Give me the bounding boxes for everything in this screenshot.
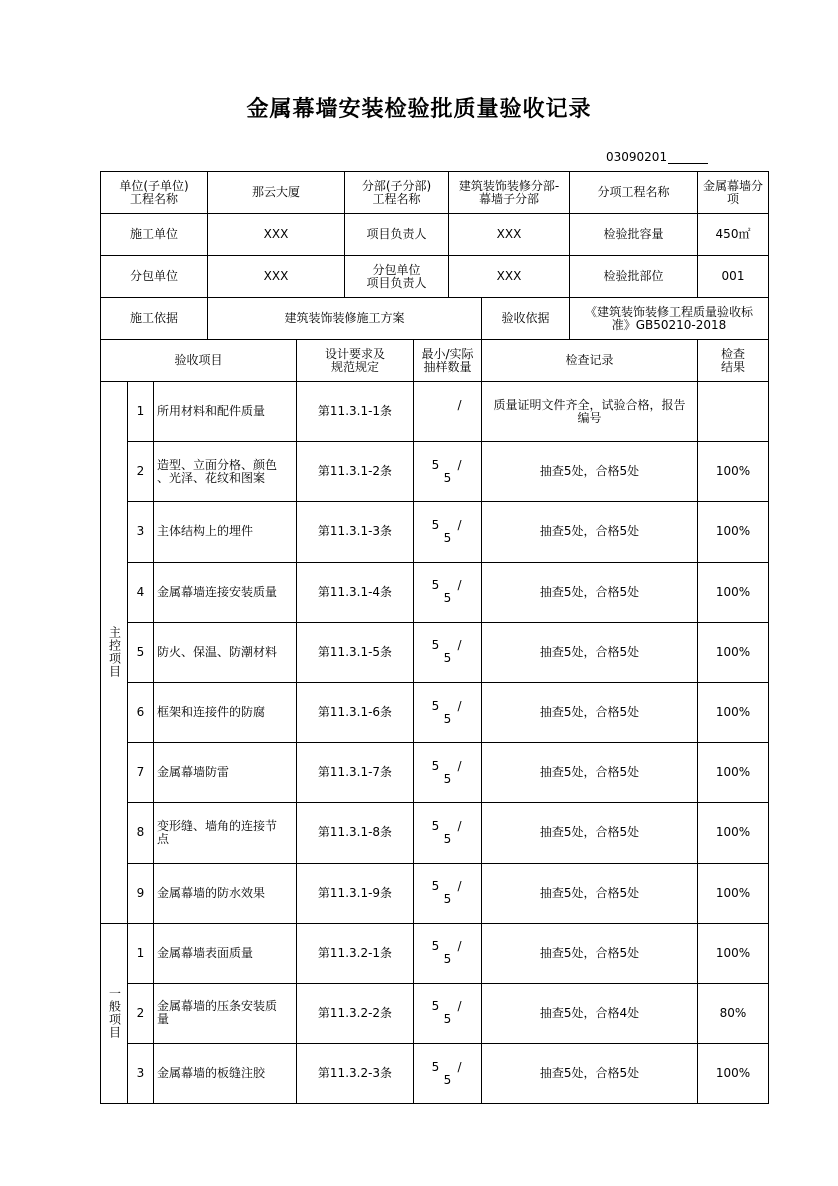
batch-capacity-value: 450㎡ — [698, 214, 769, 256]
subitem-name-value: 金属幕墙分项 — [698, 172, 769, 214]
item-record: 抽查5处，合格5处 — [482, 803, 698, 863]
item-record: 抽查5处，合格5处 — [482, 622, 698, 682]
table-row — [101, 622, 769, 682]
item-sampling — [414, 682, 482, 742]
sampling-separator: / — [457, 397, 462, 412]
item-number: 3 — [128, 1044, 154, 1104]
sampling-separator: / — [457, 638, 462, 653]
table-row — [101, 803, 769, 863]
item-clause: 第11.3.1-1条 — [297, 382, 414, 442]
table-row — [101, 682, 769, 742]
item-clause: 第11.3.1-8条 — [297, 803, 414, 863]
sampling-min: 5 — [431, 1059, 440, 1074]
doc-number-underline — [668, 163, 708, 164]
sampling-separator: / — [457, 879, 462, 894]
item-clause: 第11.3.2-3条 — [297, 1044, 414, 1104]
item-result: 100% — [698, 622, 769, 682]
sampling-min: 5 — [431, 638, 440, 653]
item-sampling — [414, 803, 482, 863]
subitem-name-label: 分项工程名称 — [570, 172, 698, 214]
table-row — [101, 983, 769, 1043]
sampling-min: 5 — [431, 758, 440, 773]
item-result: 100% — [698, 1044, 769, 1104]
sampling-actual: 5 — [443, 952, 452, 967]
item-clause: 第11.3.1-3条 — [297, 502, 414, 562]
item-record: 抽查5处，合格5处 — [482, 682, 698, 742]
item-record: 抽查5处，合格5处 — [482, 743, 698, 803]
sampling-min: 5 — [431, 879, 440, 894]
sampling-min: 5 — [431, 517, 440, 532]
sampling-separator: / — [457, 517, 462, 532]
item-number: 4 — [128, 562, 154, 622]
batch-capacity-label: 检验批容量 — [570, 214, 698, 256]
table-row — [101, 1044, 769, 1104]
subcontractor-value: XXX — [208, 256, 345, 298]
item-number: 2 — [128, 983, 154, 1043]
item-name: 金属幕墙的防水效果 — [154, 863, 297, 923]
item-name: 造型、立面分格、颜色 、光泽、花纹和图案 — [154, 442, 297, 502]
item-record: 抽查5处，合格5处 — [482, 562, 698, 622]
item-result: 100% — [698, 803, 769, 863]
table-row — [101, 743, 769, 803]
acceptance-basis-label: 验收依据 — [482, 298, 570, 340]
item-record: 抽查5处，合格5处 — [482, 502, 698, 562]
item-sampling — [414, 983, 482, 1043]
item-sampling — [414, 382, 482, 442]
item-name: 金属幕墙的板缝注胶 — [154, 1044, 297, 1104]
col-header-item: 验收项目 — [101, 340, 297, 382]
inspection-record-table — [100, 171, 769, 1104]
item-record: 抽查5处，合格4处 — [482, 983, 698, 1043]
sampling-actual: 5 — [443, 1072, 452, 1087]
doc-number: 03090201 — [606, 150, 668, 164]
item-name: 金属幕墙表面质量 — [154, 923, 297, 983]
item-number: 5 — [128, 622, 154, 682]
item-sampling — [414, 502, 482, 562]
subcontractor-label: 分包单位 — [101, 256, 208, 298]
sampling-min: 5 — [431, 818, 440, 833]
item-name: 所用材料和配件质量 — [154, 382, 297, 442]
item-sampling — [414, 1044, 482, 1104]
sampling-actual: 5 — [443, 591, 452, 606]
sampling-separator: / — [457, 578, 462, 593]
table-row — [101, 502, 769, 562]
sub-project-manager-value: XXX — [449, 256, 570, 298]
item-result — [698, 382, 769, 442]
item-result: 100% — [698, 923, 769, 983]
item-number: 2 — [128, 442, 154, 502]
item-number: 1 — [128, 382, 154, 442]
item-clause: 第11.3.1-9条 — [297, 863, 414, 923]
project-manager-label: 项目负责人 — [345, 214, 449, 256]
sampling-separator: / — [457, 999, 462, 1014]
division-name-label: 分部(子分部) 工程名称 — [345, 172, 449, 214]
col-header-record: 检查记录 — [482, 340, 698, 382]
division-name-value: 建筑装饰装修分部- 幕墙子分部 — [449, 172, 570, 214]
sampling-separator: / — [457, 1059, 462, 1074]
item-clause: 第11.3.1-5条 — [297, 622, 414, 682]
table-row — [101, 923, 769, 983]
item-record: 抽查5处，合格5处 — [482, 863, 698, 923]
item-name: 金属幕墙连接安装质量 — [154, 562, 297, 622]
item-sampling — [414, 442, 482, 502]
sampling-actual: 5 — [443, 530, 452, 545]
item-clause: 第11.3.2-2条 — [297, 983, 414, 1043]
item-sampling — [414, 562, 482, 622]
item-number: 6 — [128, 682, 154, 742]
table-row — [101, 442, 769, 502]
item-result: 100% — [698, 442, 769, 502]
batch-location-value: 001 — [698, 256, 769, 298]
constructor-value: XXX — [208, 214, 345, 256]
item-name: 金属幕墙的压条安装质 量 — [154, 983, 297, 1043]
constructor-label: 施工单位 — [101, 214, 208, 256]
sampling-actual: 5 — [443, 470, 452, 485]
col-header-sampling: 最小/实际 抽样数量 — [414, 340, 482, 382]
sampling-separator: / — [457, 758, 462, 773]
item-name: 防火、保温、防潮材料 — [154, 622, 297, 682]
item-result: 80% — [698, 983, 769, 1043]
sampling-separator: / — [457, 457, 462, 472]
item-clause: 第11.3.1-6条 — [297, 682, 414, 742]
construction-basis-value: 建筑装饰装修施工方案 — [208, 298, 482, 340]
item-clause: 第11.3.1-4条 — [297, 562, 414, 622]
sampling-min: 5 — [431, 457, 440, 472]
acceptance-basis-value: 《建筑装饰装修工程质量验收标 准》GB50210-2018 — [570, 298, 769, 340]
sampling-separator: / — [457, 698, 462, 713]
batch-location-label: 检验批部位 — [570, 256, 698, 298]
main-control-group-label: 主控项目 — [101, 382, 128, 924]
unit-name-value: 那云大厦 — [208, 172, 345, 214]
col-header-result: 检查 结果 — [698, 340, 769, 382]
table-row — [101, 863, 769, 923]
sampling-actual: 5 — [443, 831, 452, 846]
item-record: 抽查5处，合格5处 — [482, 923, 698, 983]
item-sampling — [414, 923, 482, 983]
item-clause: 第11.3.2-1条 — [297, 923, 414, 983]
item-sampling — [414, 743, 482, 803]
item-number: 3 — [128, 502, 154, 562]
page-title: 金属幕墙安装检验批质量验收记录 — [246, 96, 592, 122]
item-name: 主体结构上的埋件 — [154, 502, 297, 562]
item-record: 质量证明文件齐全，试验合格，报告 编号 — [482, 382, 698, 442]
item-result: 100% — [698, 863, 769, 923]
sampling-min: 5 — [431, 578, 440, 593]
sampling-actual: 5 — [443, 892, 452, 907]
item-name: 金属幕墙防雷 — [154, 743, 297, 803]
item-clause: 第11.3.1-7条 — [297, 743, 414, 803]
item-result: 100% — [698, 743, 769, 803]
item-record: 抽查5处，合格5处 — [482, 1044, 698, 1104]
table-row — [101, 382, 769, 442]
construction-basis-label: 施工依据 — [101, 298, 208, 340]
sampling-separator: / — [457, 818, 462, 833]
unit-name-label: 单位(子单位) 工程名称 — [101, 172, 208, 214]
project-manager-value: XXX — [449, 214, 570, 256]
item-number: 1 — [128, 923, 154, 983]
item-name: 变形缝、墙角的连接节 点 — [154, 803, 297, 863]
item-number: 8 — [128, 803, 154, 863]
sub-project-manager-label: 分包单位 项目负责人 — [345, 256, 449, 298]
sampling-actual: 5 — [443, 711, 452, 726]
table-row — [101, 562, 769, 622]
item-number: 7 — [128, 743, 154, 803]
general-group-label: 一般项目 — [101, 923, 128, 1104]
item-sampling — [414, 863, 482, 923]
col-header-requirement: 设计要求及 规范规定 — [297, 340, 414, 382]
item-result: 100% — [698, 562, 769, 622]
item-name: 框架和连接件的防腐 — [154, 682, 297, 742]
sampling-min: 5 — [431, 999, 440, 1014]
sampling-actual: 5 — [443, 1012, 452, 1027]
item-number: 9 — [128, 863, 154, 923]
sampling-min: 5 — [431, 939, 440, 954]
sampling-separator: / — [457, 939, 462, 954]
item-result: 100% — [698, 682, 769, 742]
sampling-min: 5 — [431, 698, 440, 713]
sampling-actual: 5 — [443, 651, 452, 666]
item-result: 100% — [698, 502, 769, 562]
item-record: 抽查5处，合格5处 — [482, 442, 698, 502]
sampling-actual: 5 — [443, 771, 452, 786]
item-clause: 第11.3.1-2条 — [297, 442, 414, 502]
item-sampling — [414, 622, 482, 682]
